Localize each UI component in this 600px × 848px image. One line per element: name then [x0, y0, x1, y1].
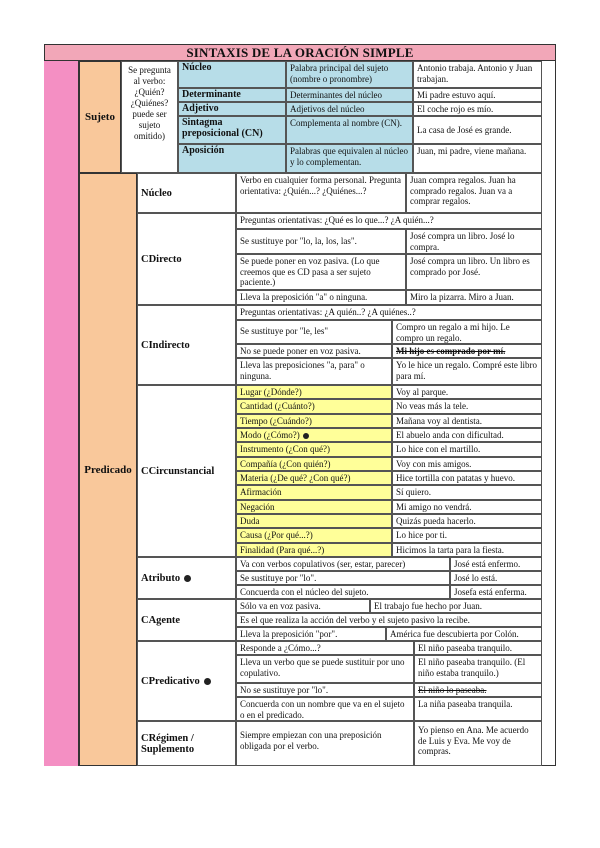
- cc-example: Lo hice con el martillo.: [392, 442, 542, 457]
- cagente-accion: Es el que realiza la acción del verbo y el sujeto pasivo la recibe.: [236, 613, 542, 627]
- cc-question: [236, 528, 392, 543]
- cc-question: [236, 428, 392, 442]
- predicado-nucleo-desc: Verbo en cualquier forma personal. Pregunta orientativa: ¿Quién...? ¿Quiénes...?: [236, 173, 406, 213]
- sujeto-adjetivo-name: Adjetivo: [178, 102, 286, 116]
- atributo-sustitucion: Se sustituye por "lo".: [236, 571, 450, 585]
- cc-question-text: Materia (¿De qué? ¿Con qué?): [240, 473, 351, 483]
- sujeto-question: Se pregunta al verbo: ¿Quién? ¿Quiénes? puede ser sujeto omitido): [121, 61, 178, 173]
- cc-example: No veas más la tele.: [392, 399, 542, 414]
- cc-example: Lo hice por ti.: [392, 528, 542, 543]
- cdirecto-label: CDirecto: [137, 213, 236, 305]
- sujeto-adjetivo-example: El coche rojo es mío.: [413, 102, 542, 116]
- cc-question: [236, 457, 392, 471]
- sujeto-determinante-name: Determinante: [178, 88, 286, 102]
- cc-example: Hice tortilla con patatas y huevo.: [392, 471, 542, 485]
- cpredicativo-sustitucion-example: El niño lo paseaba.: [414, 683, 542, 697]
- cagente-pasiva: Sólo va en voz pasiva.: [236, 599, 370, 613]
- cc-question: [236, 385, 392, 399]
- cregimen-desc: Siempre empiezan con una preposición obligada por el verbo.: [236, 721, 414, 766]
- cagente-pasiva-example: El trabajo fue hecho por Juan.: [370, 599, 542, 613]
- page-title: SINTAXIS DE LA ORACIÓN SIMPLE: [44, 44, 556, 61]
- cc-example: Quizás pueda hacerlo.: [392, 514, 542, 528]
- sujeto-aposicion-example: Juan, mi padre, viene mañana.: [413, 144, 542, 173]
- cc-question-text: Finalidad (Para qué...?): [240, 545, 325, 555]
- cc-question-text: Lugar (¿Dónde?): [240, 387, 302, 397]
- cc-example: Hicimos la tarta para la fiesta.: [392, 543, 542, 557]
- atributo-concordancia-example: Josefa está enferma.: [450, 585, 542, 599]
- atributo-copulativos-example: José está enfermo.: [450, 557, 542, 571]
- cc-question-text: Compañía (¿Con quién?): [240, 459, 331, 469]
- sujeto-determinante-example: Mi padre estuvo aquí.: [413, 88, 542, 102]
- ccircunstancial-label: CCircunstancial: [137, 385, 236, 557]
- cindirecto-questions: Preguntas orientativas: ¿A quién..? ¿A quiénes..?: [236, 305, 542, 320]
- cdirecto-sustitucion: Se sustituye por "lo, la, los, las".: [236, 229, 406, 254]
- cregimen-label: CRégimen / Suplemento: [137, 721, 236, 766]
- cc-question: [236, 414, 392, 428]
- cc-example: El abuelo anda con dificultad.: [392, 428, 542, 442]
- cc-question: [236, 399, 392, 414]
- cpredicativo-label: [137, 641, 236, 721]
- atributo-concordancia: Concuerda con el núcleo del sujeto.: [236, 585, 450, 599]
- cagente-label: CAgente: [137, 599, 236, 641]
- sujeto-cn-example: La casa de José es grande.: [413, 116, 542, 144]
- cc-question-text: Instrumento (¿Con qué?): [240, 444, 330, 454]
- bullet-icon: [204, 678, 211, 685]
- cdirecto-preposicion-example: Miro la pizarra. Miro a Juan.: [406, 290, 542, 305]
- cc-example: Voy con mis amigos.: [392, 457, 542, 471]
- atributo-copulativos: Va con verbos copulativos (ser, estar, parecer): [236, 557, 450, 571]
- atributo-name: Atributo: [141, 572, 181, 584]
- cc-question: [236, 543, 392, 557]
- cc-example: Sí quiero.: [392, 485, 542, 500]
- cindirecto-sustitucion-example: Compro un regalo a mi hijo. Le compro un regalo.: [392, 320, 542, 344]
- sujeto-nucleo-example: Antonio trabaja. Antonio y Juan trabajan.: [413, 61, 542, 88]
- cindirecto-pasiva: No se puede poner en voz pasiva.: [236, 344, 392, 358]
- cc-question-text: Duda: [240, 516, 260, 526]
- cc-question-text: Modo (¿Cómo?): [240, 430, 300, 440]
- cregimen-example: Yo pienso en Ana. Me acuerdo de Luis y Eva. Me voy de compras.: [414, 721, 542, 766]
- cpredicativo-pregunta: Responde a ¿Cómo...?: [236, 641, 414, 655]
- atributo-sustitucion-example: José lo está.: [450, 571, 542, 585]
- cdirecto-preposicion: Lleva la preposición "a" o ninguna.: [236, 290, 406, 305]
- cc-question: [236, 485, 392, 500]
- cdirecto-sustitucion-example: José compra un libro. José lo compra.: [406, 229, 542, 254]
- cpredicativo-name: CPredicativo: [141, 675, 200, 687]
- cc-question: [236, 471, 392, 485]
- predicado-label: Predicado: [79, 173, 137, 766]
- cagente-preposicion-example: América fue descubierta por Colón.: [386, 627, 542, 641]
- cc-question-text: Tiempo (¿Cuándo?): [240, 416, 312, 426]
- cc-question-text: Cantidad (¿Cuánto?): [240, 401, 315, 411]
- cc-example: Mañana voy al dentista.: [392, 414, 542, 428]
- cc-example: Mi amigo no vendrá.: [392, 500, 542, 514]
- cindirecto-sustitucion: Se sustituye por "le, les": [236, 320, 392, 344]
- cagente-preposicion: Lleva la preposición "por".: [236, 627, 386, 641]
- sujeto-label: Sujeto: [79, 61, 121, 173]
- sujeto-cn-name: Sintagma preposicional (CN): [178, 116, 286, 144]
- cpredicativo-sustitucion: No se sustituye por "lo".: [236, 683, 414, 697]
- cpredicativo-copulativo: Lleva un verbo que se puede sustituir por uno copulativo.: [236, 655, 414, 683]
- cdirecto-pasiva-example: José compra un libro. Un libro es comprado por José.: [406, 254, 542, 290]
- cindirecto-preposiciones: Lleva las preposiciones "a, para" o ninguna.: [236, 358, 392, 385]
- cdirecto-questions: Preguntas orientativas: ¿Qué es lo que...? ¿A quién...?: [236, 213, 542, 229]
- sujeto-cn-desc: Complementa al nombre (CN).: [286, 116, 413, 144]
- cc-question-text: Afirmación: [240, 487, 282, 497]
- cc-question-text: Negación: [240, 502, 275, 512]
- cindirecto-label: CIndirecto: [137, 305, 236, 385]
- predicado-nucleo-label: Núcleo: [137, 173, 236, 213]
- sujeto-nucleo-name: Núcleo: [178, 61, 286, 88]
- sujeto-adjetivo-desc: Adjetivos del núcleo: [286, 102, 413, 116]
- predicado-nucleo-example: Juan compra regalos. Juan ha comprado regalos. Juan va a comprar regalos.: [406, 173, 542, 213]
- sujeto-aposicion-name: Aposición: [178, 144, 286, 173]
- cpredicativo-pregunta-example: El niño paseaba tranquilo.: [414, 641, 542, 655]
- sujeto-nucleo-desc: Palabra principal del sujeto (nombre o pronombre): [286, 61, 413, 88]
- cc-question: [236, 500, 392, 514]
- cpredicativo-copulativo-example: El niño paseaba tranquilo. (El niño estaba tranquilo.): [414, 655, 542, 683]
- cc-question: [236, 514, 392, 528]
- cpredicativo-concordancia-example: La niña paseaba tranquila.: [414, 697, 542, 721]
- cindirecto-preposiciones-example: Yo le hice un regalo. Compré este libro para mí.: [392, 358, 542, 385]
- left-margin-bar: [44, 61, 79, 766]
- sujeto-determinante-desc: Determinantes del núcleo: [286, 88, 413, 102]
- bullet-icon: [184, 575, 191, 582]
- cc-question-text: Causa (¿Por qué...?): [240, 530, 313, 540]
- sujeto-aposicion-desc: Palabras que equivalen al núcleo y lo complementan.: [286, 144, 413, 173]
- bullet-icon: [303, 433, 309, 439]
- cc-example: Voy al parque.: [392, 385, 542, 399]
- cpredicativo-concordancia: Concuerda con un nombre que va en el sujeto o en el predicado.: [236, 697, 414, 721]
- cc-question: [236, 442, 392, 457]
- cindirecto-pasiva-example: Mi hijo es comprado por mí.: [392, 344, 542, 358]
- atributo-label: [137, 557, 236, 599]
- cdirecto-pasiva: Se puede poner en voz pasiva. (Lo que creemos que es CD pasa a ser sujeto paciente.): [236, 254, 406, 290]
